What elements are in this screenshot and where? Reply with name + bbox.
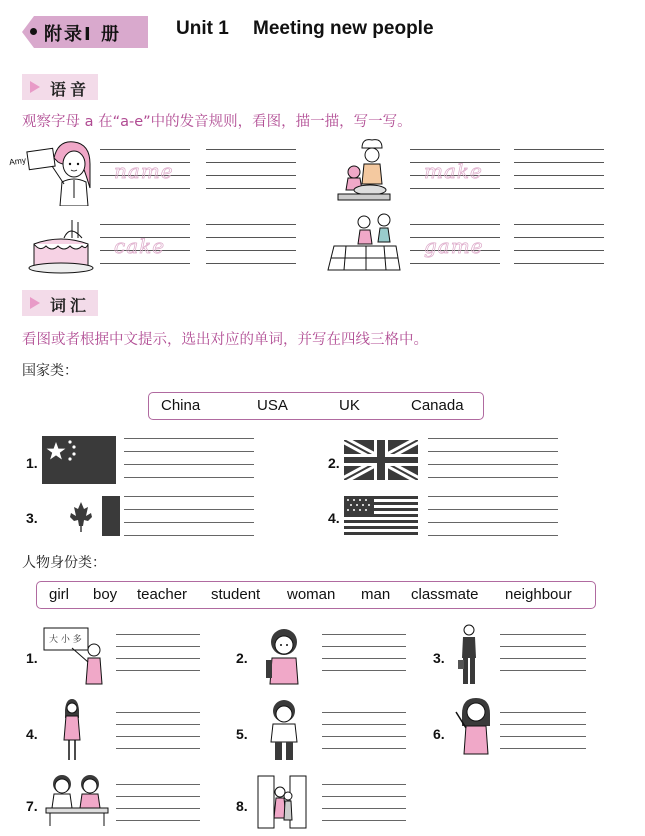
word-canada: Canada xyxy=(411,397,464,414)
write-lines-game[interactable] xyxy=(514,224,604,269)
cooking-picture xyxy=(332,138,396,204)
phonics-instruction: 观察字母 a 在“a-e”中的发音规则，看图，描一描，写一写。 xyxy=(22,114,412,130)
people-label: 人物身份类： xyxy=(22,555,106,571)
trace-lines-name[interactable] xyxy=(100,149,190,194)
arrow-icon xyxy=(30,297,40,309)
uk-flag xyxy=(344,440,418,480)
hopscotch-picture xyxy=(326,210,402,274)
people-number-6: 6. xyxy=(433,726,445,742)
write-lines-name[interactable] xyxy=(206,149,296,194)
student-boy-picture xyxy=(264,698,304,764)
word-teacher: teacher xyxy=(137,586,188,603)
word-girl: girl xyxy=(49,586,70,603)
countries-label: 国家类： xyxy=(22,363,78,379)
word-china: China xyxy=(161,397,201,414)
people-number-5: 5. xyxy=(236,726,248,742)
word-student: student xyxy=(211,586,261,603)
trace-word-game: game xyxy=(424,234,484,258)
classmates-picture xyxy=(44,772,110,828)
usa-flag xyxy=(344,496,418,536)
name-tag-text: Amy xyxy=(8,154,27,168)
word-uk: UK xyxy=(339,397,360,414)
trace-word-name: name xyxy=(114,159,174,183)
country-number-3: 3. xyxy=(26,510,38,526)
man-picture xyxy=(456,622,482,688)
country-number-4: 4. xyxy=(328,510,340,526)
word-woman: woman xyxy=(287,586,336,603)
unit-title: Meeting new people xyxy=(253,18,434,39)
people-word-box xyxy=(36,581,596,609)
people-number-7: 7. xyxy=(26,798,38,814)
arrow-icon xyxy=(30,81,40,93)
student-girl-picture xyxy=(262,626,306,688)
people-number-4: 4. xyxy=(26,726,38,742)
people-number-1: 1. xyxy=(26,650,38,666)
write-lines-make[interactable] xyxy=(514,149,604,194)
country-number-2: 2. xyxy=(328,455,340,471)
word-usa: USA xyxy=(257,397,288,414)
trace-lines-cake[interactable] xyxy=(100,224,190,269)
appendix-label: 附录Ⅰ 册 xyxy=(44,24,121,45)
word-boy: boy xyxy=(93,586,118,603)
trace-word-make: make xyxy=(424,159,483,183)
board-text: 大 小 多 xyxy=(49,635,82,645)
neighbours-picture xyxy=(256,774,308,830)
teacher-picture xyxy=(42,626,106,688)
vocab-instruction: 看图或者根据中文提示，选出对应的单词，并写在四线三格中。 xyxy=(22,332,428,348)
trace-word-cake: cake xyxy=(114,234,166,258)
word-classmate: classmate xyxy=(411,586,479,603)
section-vocab xyxy=(22,290,98,316)
china-flag xyxy=(42,436,116,484)
people-number-3: 3. xyxy=(433,650,445,666)
people-number-8: 8. xyxy=(236,798,248,814)
word-man: man xyxy=(361,586,391,603)
canada-flag xyxy=(42,496,120,536)
people-number-2: 2. xyxy=(236,650,248,666)
section-phonics xyxy=(22,74,98,100)
tab-dot xyxy=(30,28,37,35)
woman-picture xyxy=(58,698,86,764)
trace-lines-make[interactable] xyxy=(410,149,500,194)
section-vocab-label: 词汇 xyxy=(50,296,91,315)
neighbour-picture xyxy=(452,696,496,758)
write-lines-cake[interactable] xyxy=(206,224,296,269)
word-neighbour: neighbour xyxy=(505,586,572,603)
girl-amy-picture xyxy=(24,138,96,206)
country-number-1: 1. xyxy=(26,455,38,471)
unit-number: Unit 1 xyxy=(176,18,229,39)
trace-lines-game[interactable] xyxy=(410,224,500,269)
cake-picture xyxy=(26,218,96,274)
country-word-box xyxy=(148,392,484,420)
section-phonics-label: 语音 xyxy=(50,80,91,99)
